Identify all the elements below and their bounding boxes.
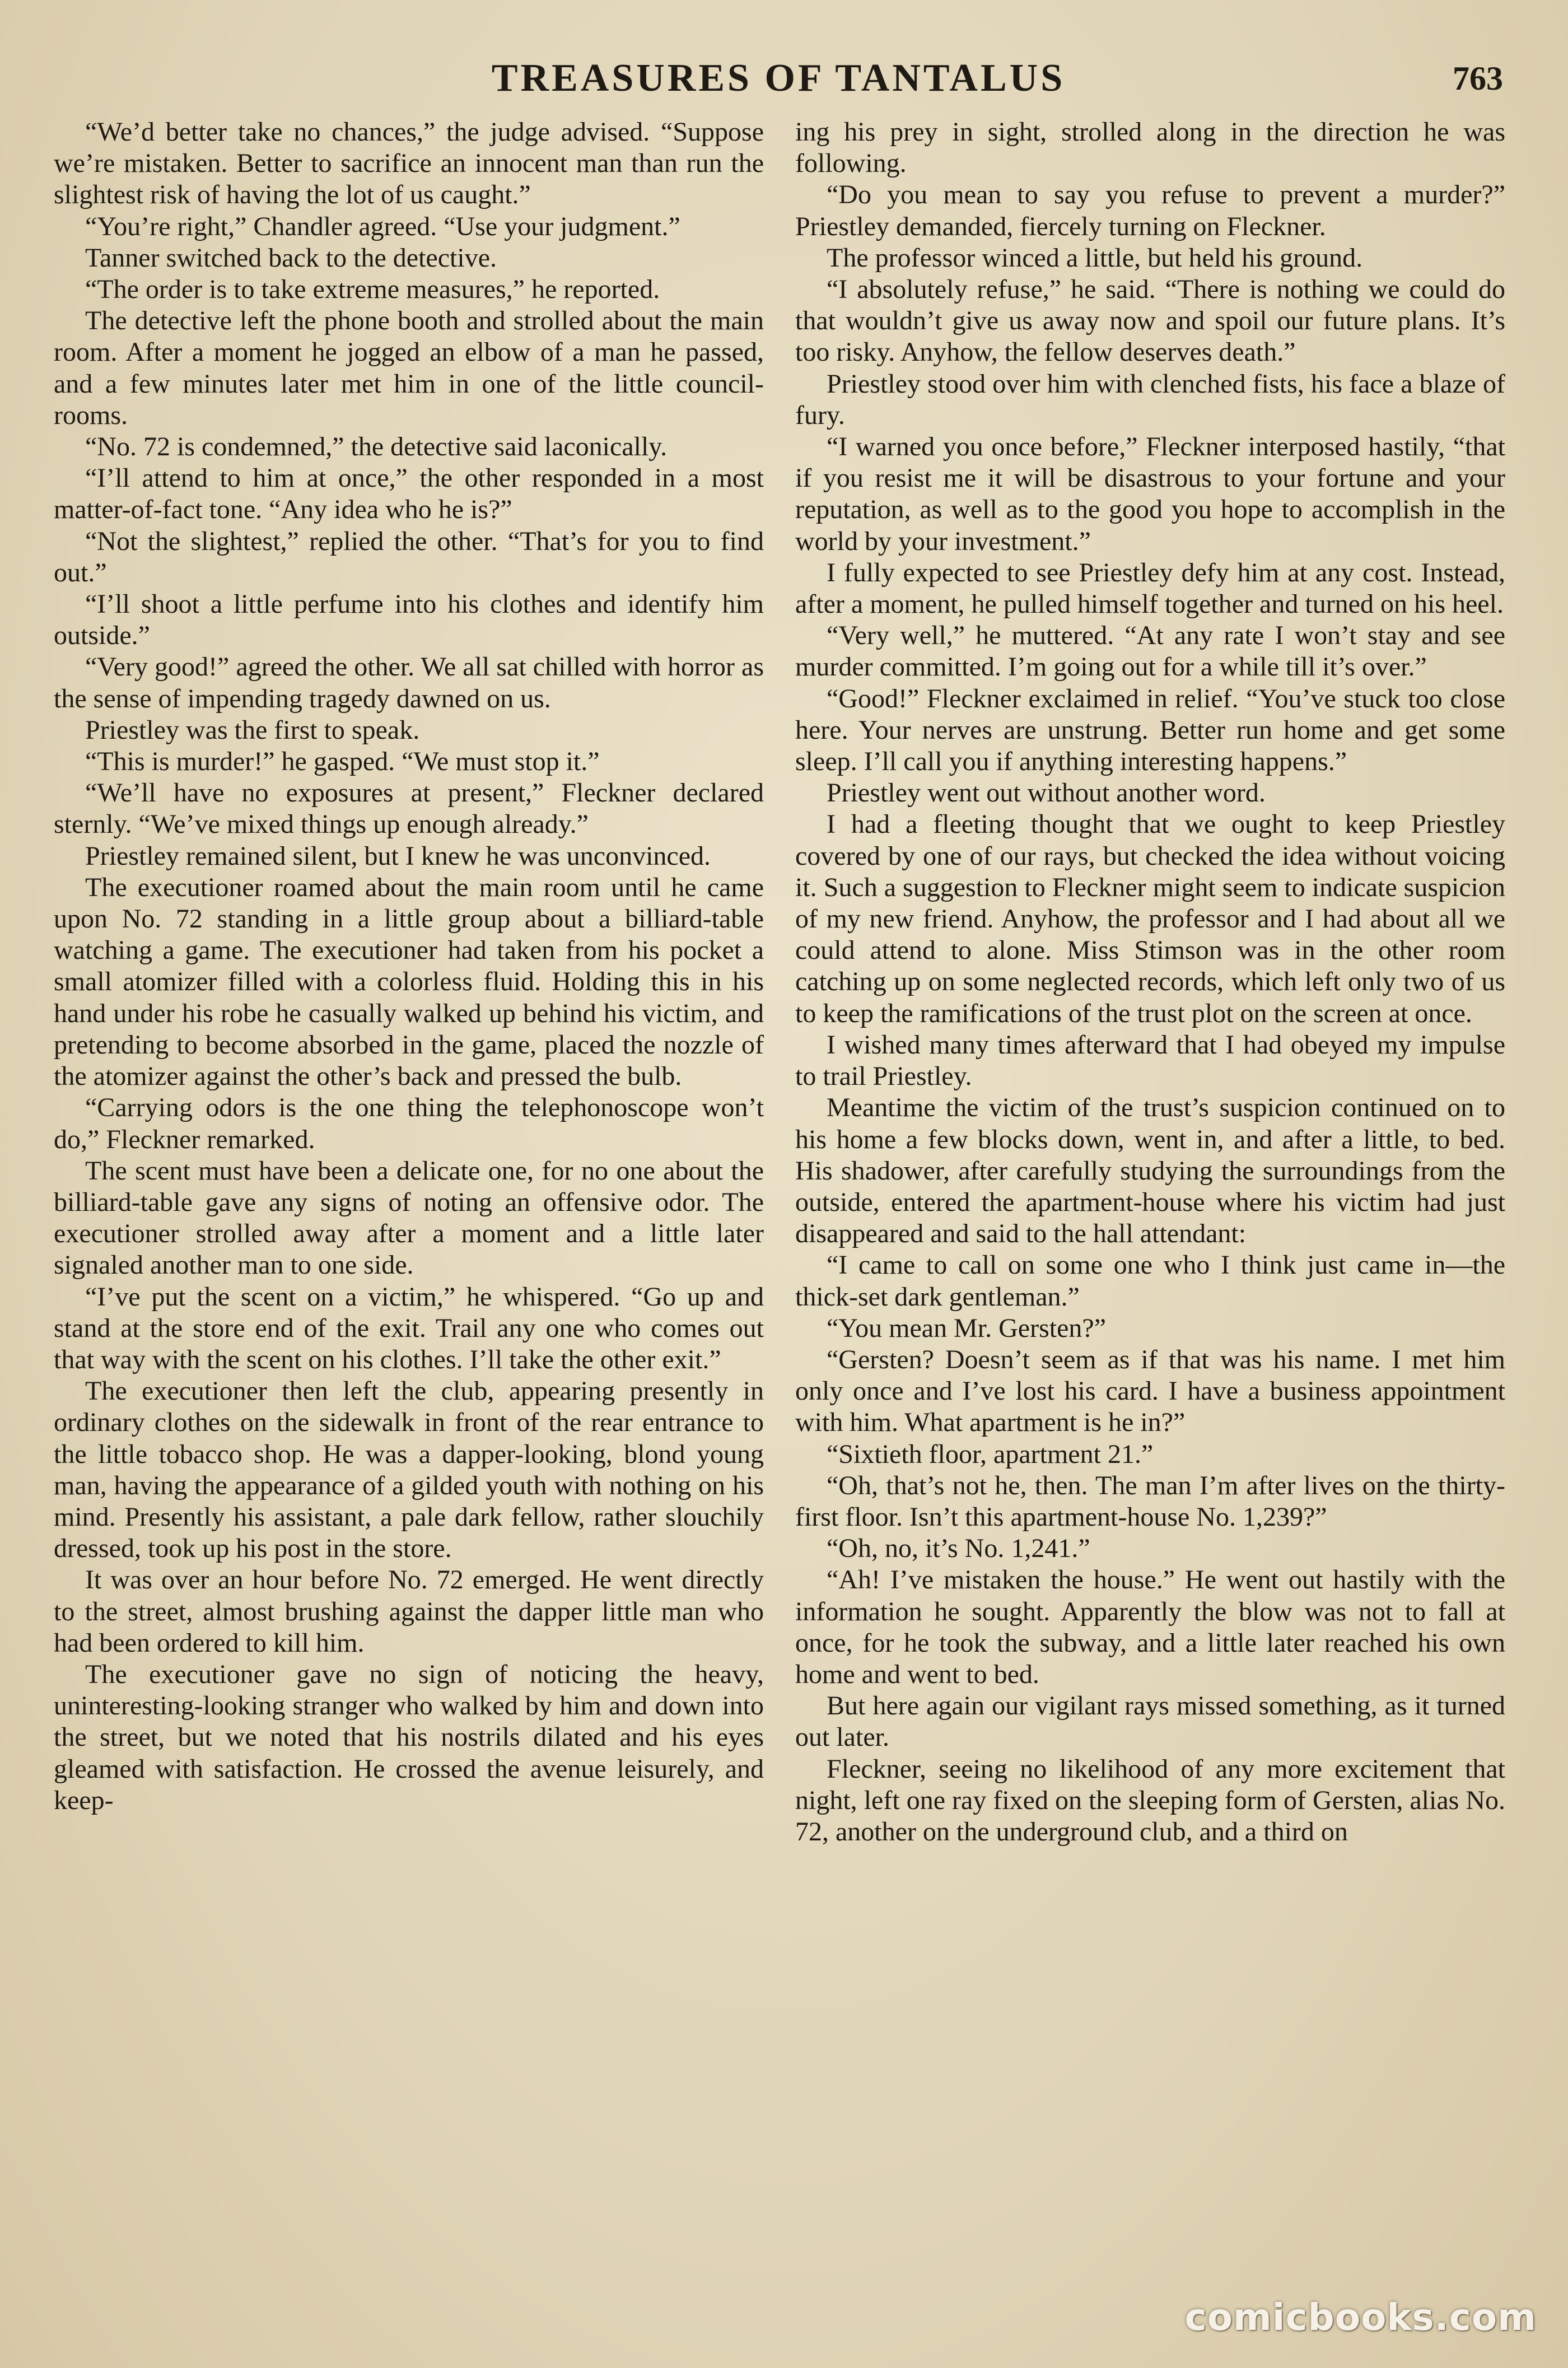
running-title: TREASURES OF TANTALUS <box>491 57 1066 100</box>
paragraph: “Do you mean to say you refuse to prevent a murder?” Priestley demanded, fiercely turning on Fleckner. <box>795 180 1505 241</box>
paragraph: But here again our vigilant rays missed something, as it turned out later. <box>795 1691 1505 1752</box>
paragraph: It was over an hour before No. 72 emerged. He went directly to the street, almost brushing against the dapper little man who had been ordered to kill him. <box>54 1565 764 1658</box>
paragraph: Priestley was the first to speak. <box>85 715 420 745</box>
site-watermark: comicbooks.com <box>1184 2296 1537 2339</box>
paragraph: “Oh, that’s not he, then. The man I’m after lives on the thirty-first floor. Isn’t this apartment-house No. 1,239?” <box>795 1470 1505 1532</box>
paragraph: Priestley stood over him with clenched fists, his face a blaze of fury. <box>795 369 1505 430</box>
paragraph: “Ah! I’ve mistaken the house.” He went out hastily with the information he sought. Apparently the blow was not to fall at once, for he took the subway, and a little later reached his own home and went to bed. <box>795 1565 1505 1689</box>
paragraph: I had a fleeting thought that we ought to keep Priestley covered by one of our rays, but checked the idea without voicing it. Such a suggestion to Fleckner might seem to indicate suspicion of my new friend. Anyhow, the professor and I had about all we could attend to alone. Miss Stimson was in the other room catching up on some neglected records, which left only two of us to keep the ramifications of the trust plot on the screen at once. <box>795 809 1505 1028</box>
paragraph: Priestley remained silent, but I knew he was unconvinced. <box>85 841 711 871</box>
paragraph: “I absolutely refuse,” he said. “There is nothing we could do that wouldn’t give us away now and spoil our future plans. It’s too risky. Anyhow, the fellow deserves death.” <box>795 274 1505 367</box>
paragraph: “Carrying odors is the one thing the telephonoscope won’t do,” Fleckner remarked. <box>54 1093 764 1154</box>
paragraph: “I’ll attend to him at once,” the other responded in a most matter-of-fact tone. “Any idea who he is?” <box>54 463 764 525</box>
paragraph: “I came to call on some one who I think just came in—the thick-set dark gentleman.” <box>795 1250 1505 1312</box>
paragraph: I fully expected to see Priestley defy him at any cost. Instead, after a moment, he pulled himself together and turned on his heel. <box>795 557 1505 619</box>
paragraph: “I’ll shoot a little perfume into his clothes and identify him outside.” <box>54 589 764 651</box>
paragraph: “Gersten? Doesn’t seem as if that was his name. I met him only once and I’ve lost his card. I have a business appointment with him. What apartment is he in?” <box>795 1344 1505 1438</box>
paragraph: “The order is to take extreme measures,” he reported. <box>85 274 660 305</box>
paragraph: “We’ll have no exposures at present,” Fleckner declared sternly. “We’ve mixed things up enough already.” <box>54 778 764 840</box>
paragraph: “We’d better take no chances,” the judge advised. “Suppose we’re mistaken. Better to sacrifice an innocent man than run the slightest risk of having the lot of us caught.” <box>54 117 764 210</box>
paragraph: The detective left the phone booth and strolled about the main room. After a moment he jogged an elbow of a man he passed, and a few minutes later met him in one of the little council-rooms. <box>54 306 764 430</box>
paragraph: I wished many times afterward that I had obeyed my impulse to trail Priestley. <box>795 1029 1505 1092</box>
paragraph: “Very well,” he muttered. “At any rate I won’t stay and see murder committed. I’m going out for a while till it’s over.” <box>795 621 1505 682</box>
paragraph: Priestley went out without another word. <box>827 778 1266 808</box>
paragraph-continuation: ing his prey in sight, strolled along in the direction he was following. <box>795 117 1505 179</box>
paragraph: “I’ve put the scent on a victim,” he whispered. “Go up and stand at the store end of the exit. Trail any one who comes out that way with the scent on his clothes. I’ll take the other exit.” <box>54 1281 764 1374</box>
paragraph: “Good!” Fleckner exclaimed in relief. “You’ve stuck too close here. Your nerves are unstrung. Better run home and get some sleep. I’ll call you if anything interesting happens.” <box>795 683 1505 777</box>
paragraph: “I warned you once before,” Fleckner interposed hastily, “that if you resist me it will be disastrous to your fortune and your reputation, as well as to the good you hope to accomplish in the world by your investment.” <box>795 432 1505 556</box>
paragraph: The professor winced a little, but held his ground. <box>827 243 1363 273</box>
paragraph: The scent must have been a delicate one, for no one about the billiard-table gave any signs of noting an offensive odor. The executioner strolled away after a moment and a little later signaled another man to one side. <box>54 1155 764 1280</box>
paragraph: “Sixtieth floor, apartment 21.” <box>827 1439 1154 1469</box>
left-text-column <box>54 116 764 2323</box>
paragraph: The executioner roamed about the main room until he came upon No. 72 standing in a little group about a billiard-table watching a game. The executioner had taken from his pocket a small atomizer filled with a colorless fluid. Holding this in his hand under his robe he casually walked up behind his victim, and pretending to become absorbed in the game, placed the nozzle of the atomizer against the other’s back and pressed the bulb. <box>54 872 764 1092</box>
paragraph: “You mean Mr. Gersten?” <box>827 1313 1107 1343</box>
paragraph: “No. 72 is condemned,” the detective said laconically. <box>85 432 668 462</box>
paragraph: “Not the slightest,” replied the other. “That’s for you to find out.” <box>54 526 764 588</box>
paragraph: Tanner switched back to the detective. <box>85 243 497 273</box>
paragraph: “Very good!” agreed the other. We all sat chilled with horror as the sense of impending tragedy dawned on us. <box>54 652 764 714</box>
paragraph: “This is murder!” he gasped. “We must stop it.” <box>85 747 600 777</box>
right-text-column <box>795 116 1505 2323</box>
page-number: 763 <box>1453 60 1503 97</box>
paragraph: “You’re right,” Chandler agreed. “Use your judgment.” <box>85 211 680 241</box>
paragraph: The executioner then left the club, appearing presently in ordinary clothes on the sidewalk in front of the rear entrance to the little tobacco shop. He was a dapper-looking, blond young man, having the appearance of a gilded youth with nothing on his mind. Presently his assistant, a pale dark fellow, rather slouchily dressed, took up his post in the store. <box>54 1376 764 1564</box>
paragraph: Fleckner, seeing no likelihood of any more excitement that night, left one ray fixed on the sleeping form of Gersten, alias No. 72, another on the underground club, and a third on <box>795 1754 1505 1847</box>
paragraph: Meantime the victim of the trust’s suspicion continued on to his home a few blocks down, went in, and after a little, to bed. His shadower, after carefully studying the surroundings from the outside, entered the apartment-house where his victim had just disappeared and said to the hall attendant: <box>795 1093 1505 1249</box>
paragraph: “Oh, no, it’s No. 1,241.” <box>827 1533 1090 1564</box>
paragraph: The executioner gave no sign of noticing the heavy, uninteresting-looking stranger who walked by him and down into the street, but we noted that his nostrils dilated and his eyes gleamed with satisfaction. He crossed the avenue leisurely, and keep- <box>54 1659 764 1815</box>
page-header <box>54 52 1503 105</box>
